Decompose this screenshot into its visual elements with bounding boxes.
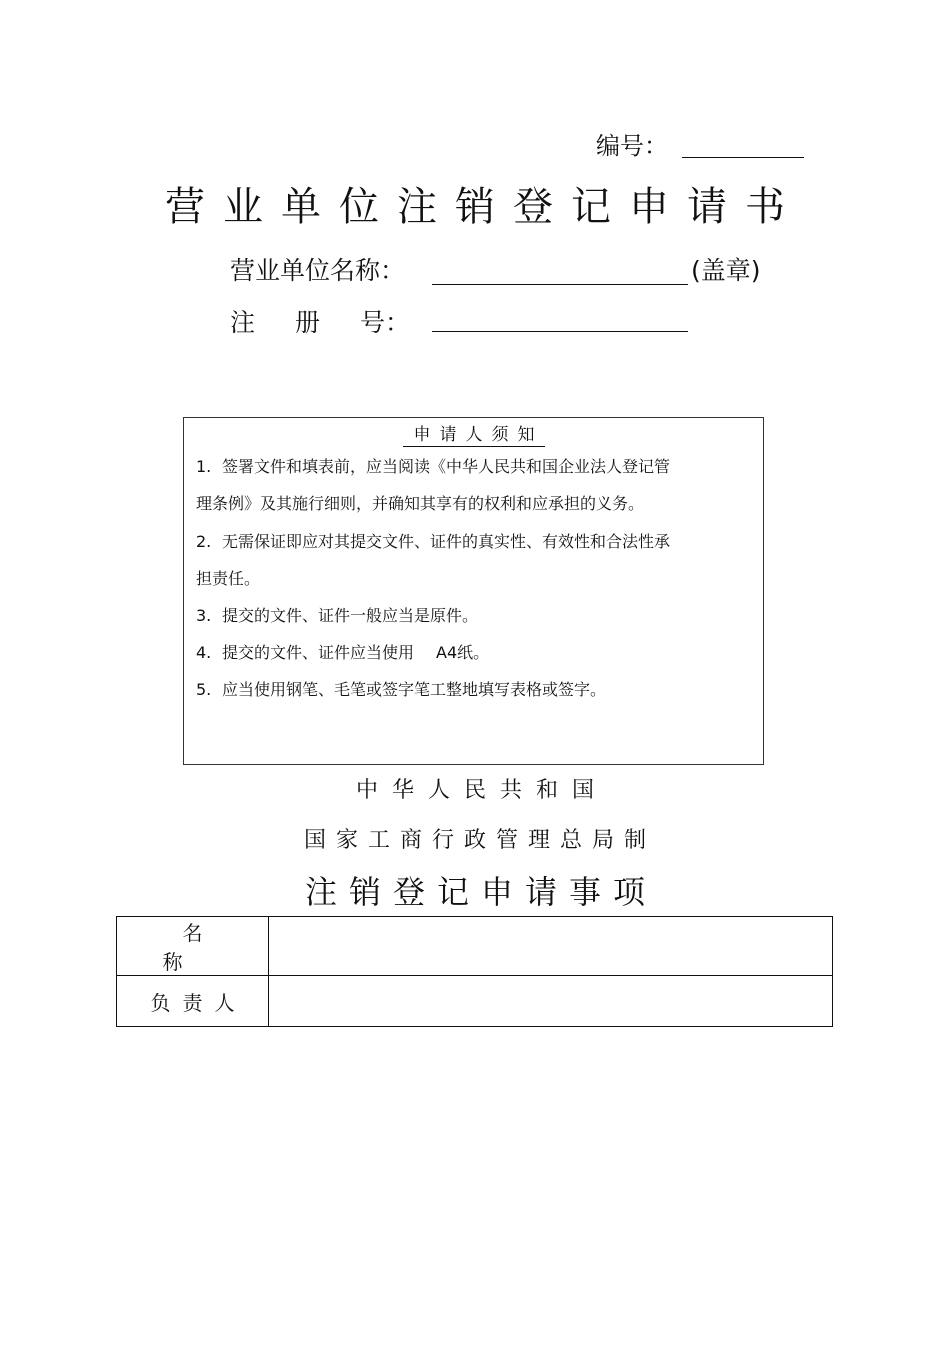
notice-item-4 — [196, 642, 489, 664]
registration-number-label — [230, 306, 430, 340]
notice-item-number: 4. — [196, 643, 212, 662]
notice-item-number: 5. — [196, 680, 212, 699]
table-label-cell — [117, 917, 269, 976]
notice-title-underline — [403, 446, 545, 447]
serial-number-field[interactable] — [682, 157, 804, 158]
issuer-country: 中华人民共和国 — [355, 778, 608, 803]
section-title: 注销登记申请事项 — [304, 873, 657, 911]
registration-label-char-3: 号： — [359, 308, 410, 337]
name-label: 名称 — [162, 921, 243, 974]
registration-label-char-2: 册 — [294, 308, 320, 337]
notice-item-3 — [196, 605, 478, 627]
table-row — [117, 917, 833, 976]
registration-label-char-1: 注 — [230, 308, 256, 337]
registration-number-field[interactable] — [432, 331, 688, 332]
seal-note: (盖章) — [691, 256, 761, 285]
notice-item-text: 无需保证即应对其提交文件、证件的真实性、有效性和合法性承 — [222, 532, 671, 551]
notice-item-number: 1. — [196, 457, 212, 476]
notice-item-text: 提交的文件、证件应当使用 — [222, 643, 415, 662]
person-in-charge-label: 负责人 — [150, 990, 247, 1015]
page-title: 营业单位注销登记申请书 — [165, 184, 803, 230]
notice-item-text: 提交的文件、证件一般应当是原件。 — [222, 606, 479, 625]
issuer-agency: 国家工商行政管理总局制 — [303, 828, 656, 853]
cancellation-matters-table — [116, 916, 833, 1027]
unit-name-label: 营业单位名称： — [230, 256, 406, 285]
notice-item-2-continued: 担责任。 — [196, 569, 261, 588]
notice-item-text: 签署文件和填表前，应当阅读《中华人民共和国企业法人登记管 — [222, 457, 671, 476]
notice-item-2 — [196, 531, 670, 553]
notice-item-1-continued: 理条例》及其施行细则，并确知其享有的权利和应承担的义务。 — [196, 494, 645, 513]
notice-item-5 — [196, 679, 606, 701]
person-in-charge-value-field[interactable] — [269, 976, 833, 1027]
unit-name-field[interactable] — [432, 284, 688, 285]
notice-title: 申请人须知 — [413, 425, 544, 445]
table-label-cell — [117, 976, 269, 1027]
notice-item-number: 2. — [196, 532, 212, 551]
serial-number-label: 编号： — [596, 132, 668, 160]
notice-item-text-paper-size: A4纸。 — [436, 643, 490, 662]
table-row — [117, 976, 833, 1027]
name-value-field[interactable] — [269, 917, 833, 976]
notice-item-text: 应当使用钢笔、毛笔或签字笔工整地填写表格或签字。 — [222, 680, 607, 699]
notice-item-number: 3. — [196, 606, 212, 625]
notice-item-1 — [196, 456, 670, 478]
